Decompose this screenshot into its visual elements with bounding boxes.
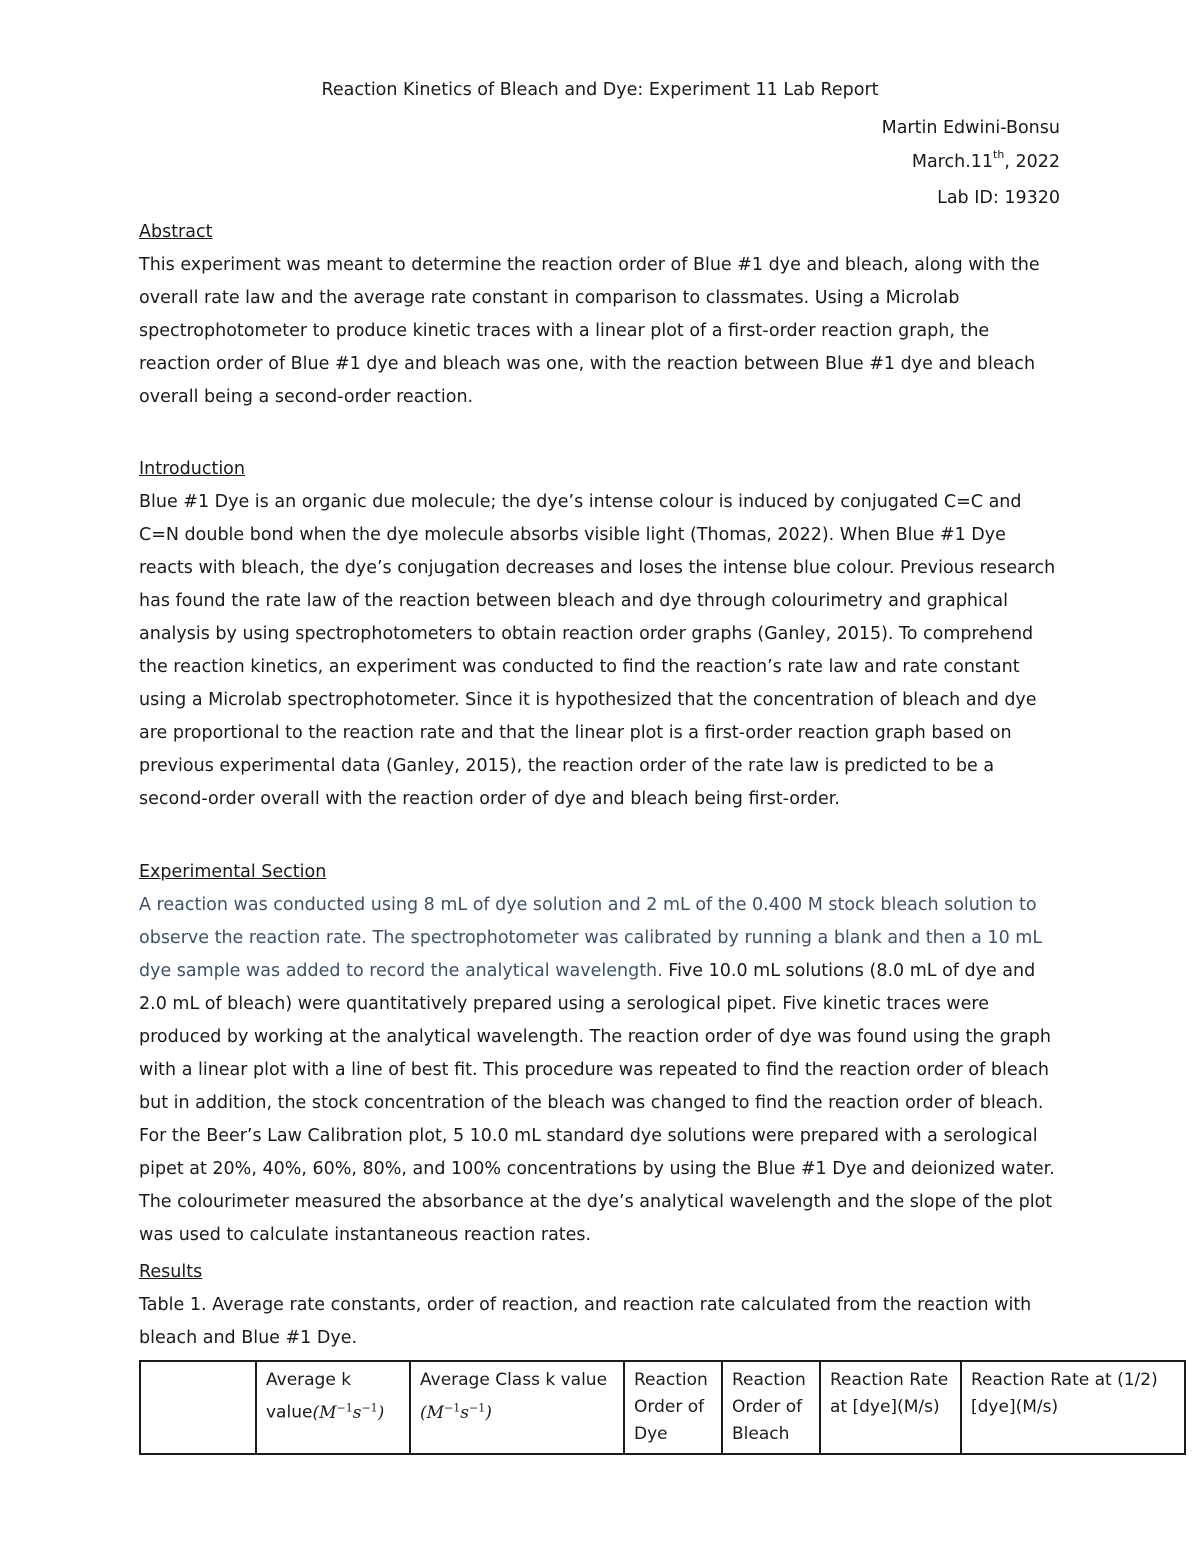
date-suffix: , 2022 [1004,152,1060,172]
lab-id: Lab ID: 19320 [937,188,1060,208]
table-header-rate-half-dye: Reaction Rate at (1/2)[dye](M/s) [961,1361,1185,1454]
table-caption: Table 1. Average rate constants, order of reaction, and reaction rate calculated from the reaction with bleach and Blue #1 Dye. [139,1295,1032,1348]
unit-s-exp: −1 [361,1401,378,1414]
experimental-heading: Experimental Section [139,862,327,882]
table-header-order-dye: Reaction Order of Dye [624,1361,722,1454]
class-k-label: Average Class k value [420,1370,608,1390]
unit-s: s [460,1402,470,1423]
abstract-text: This experiment was meant to determine the reaction order of Blue #1 dye and bleach, along with the overall rate law and the average rate constant in comparison to classmates. Using a Microlab spectrophotometer to produce kinetic traces with a linear plot of a first-order reaction graph, the reaction order of Blue #1 dye and bleach was one, with the reaction between Blue #1 dye and bleach overall being a second-order reaction. [139,255,1040,407]
experimental-text [139,889,1064,1252]
abstract-heading: Abstract [139,222,213,242]
class-k-unit: $(M^{-1}s^{-1})$ [420,1401,492,1423]
introduction-heading: Introduction [139,459,245,479]
unit-m-exp: −1 [336,1401,353,1414]
introduction-section [139,453,1064,816]
author-name: Martin Edwini-Bonsu [881,118,1060,138]
date-sup: th [993,148,1005,162]
avg-k-unit: $(M^{-1}s^{-1})$ [312,1401,385,1423]
table-header-row [140,1361,1185,1454]
table-header-class-k [410,1361,624,1454]
results-table [139,1360,1186,1455]
unit-s-exp: −1 [469,1401,486,1414]
abstract-section [139,216,1064,414]
avg-k-label: Average k value [266,1370,352,1423]
table-header-empty [140,1361,256,1454]
report-date [912,150,1060,174]
experimental-text-highlight: A reaction was conducted using 8 mL of dye solution and 2 mL of the 0.400 M stock bleach solution to observe the reaction rate. The spectrophotometer was calibrated by running a blank and then a 10 mL dye sample was added to record the analytical wavelength. [139,895,1043,981]
unit-m: M [426,1402,445,1423]
results-section [139,1256,1064,1355]
table-header-avg-k [256,1361,410,1454]
experimental-section [139,856,1064,1252]
introduction-text: Blue #1 Dye is an organic due molecule; the dye’s intense colour is induced by conjugated C=C and C=N double bond when the dye molecule absorbs visible light (Thomas, 2022). When Blue #1 Dye reacts with bleach, the dye’s conjugation decreases and loses the intense blue colour. Previous research has found the rate law of the reaction between bleach and dye through colourimetry and graphical analysis by using spectrophotometers to obtain reaction order graphs (Ganley, 2015). To comprehend the reaction kinetics, an experiment was conducted to find the reaction’s rate law and rate constant using a Microlab spectrophotometer. Since it is hypothesized that the concentration of bleach and dye are proportional to the reaction rate and that the linear plot is a first-order reaction graph based on previous experimental data (Ganley, 2015), the reaction order of the rate law is predicted to be a second-order overall with the reaction order of dye and bleach being first-order. [139,492,1056,809]
date-prefix: March.11 [911,152,994,172]
table-header-rate-dye: Reaction Rate at [dye](M/s) [820,1361,961,1454]
experimental-text-rest: Five 10.0 mL solutions (8.0 mL of dye and 2.0 mL of bleach) were quantitatively prepared using a serological pipet. Five kinetic traces were produced by working at the analytical wavelength. The reaction order of dye was found using the graph with a linear plot with a line of best fit. This procedure was repeated to find the reaction order of bleach but in addition, the stock concentration of the bleach was changed to find the reaction order of bleach. For the Beer’s Law Calibration plot, 5 10.0 mL standard dye solutions were prepared with a serological pipet at 20%, 40%, 60%, 80%, and 100% concentrations by using the Blue #1 Dye and deionized water. The colourimeter measured the absorbance at the dye’s analytical wavelength and the slope of the plot was used to calculate instantaneous reaction rates. [139,961,1055,1245]
unit-s: s [352,1402,362,1423]
results-heading: Results [139,1262,203,1282]
unit-m-exp: −1 [444,1401,461,1414]
document-title: Reaction Kinetics of Bleach and Dye: Experiment 11 Lab Report [321,80,879,100]
unit-m: M [319,1402,337,1423]
table-header-order-bleach: Reaction Order of Bleach [722,1361,820,1454]
